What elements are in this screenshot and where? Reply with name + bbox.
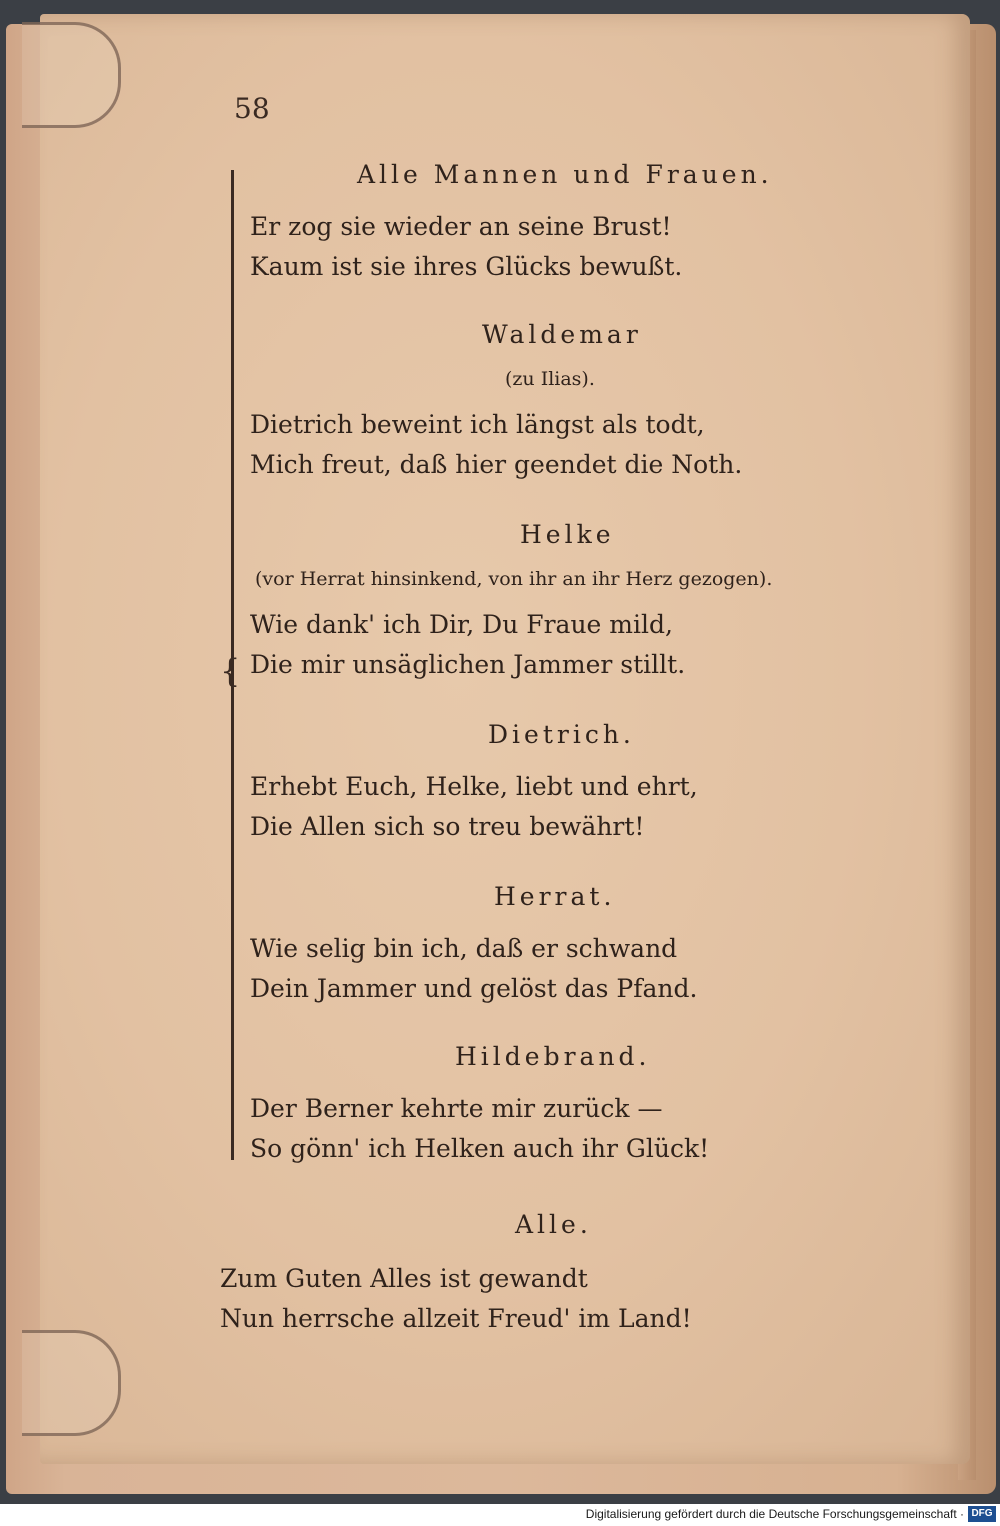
verse-line: Zum Guten Alles ist gewandt (220, 1264, 588, 1293)
verse-line: Die Allen sich so treu bewährt! (250, 812, 645, 841)
verse-line: Er zog sie wieder an seine Brust! (250, 212, 672, 241)
speaker-heading: Herrat. (494, 882, 616, 911)
page-clip-bottom (22, 1330, 121, 1436)
footer-bar (0, 1504, 1000, 1526)
verse-line: Kaum ist sie ihres Glücks bewußt. (250, 252, 683, 281)
stage-direction: (zu Ilias). (505, 368, 595, 390)
speaker-heading: Alle. (515, 1210, 592, 1239)
speaker-heading: Waldemar (482, 320, 642, 349)
verse-line: Wie dank' ich Dir, Du Fraue mild, (250, 610, 673, 639)
speaker-heading: Hildebrand. (455, 1042, 651, 1071)
page-clip-top (22, 22, 121, 128)
page-number: 58 (234, 92, 270, 125)
verse-line: Erhebt Euch, Helke, liebt und ehrt, (250, 772, 698, 801)
speaker-heading: Alle Mannen und Frauen. (357, 160, 773, 189)
verse-line: So gönn' ich Helken auch ihr Glück! (250, 1134, 710, 1163)
dfg-logo-icon: DFG (968, 1506, 996, 1522)
footer-credit: Digitalisierung gefördert durch die Deutsche Forschungsgemeinschaft · (585, 1507, 964, 1521)
verse-line: Dietrich beweint ich längst als todt, (250, 410, 705, 439)
verse-line: Mich freut, daß hier geendet die Noth. (250, 450, 743, 479)
stage-direction: (vor Herrat hinsinkend, von ihr an ihr Herz gezogen). (255, 568, 773, 590)
verse-line: Nun herrsche allzeit Freud' im Land! (220, 1304, 692, 1333)
bracket-tip: { (220, 652, 241, 690)
verse-line: Dein Jammer und gelöst das Pfand. (250, 974, 698, 1003)
verse-line: Wie selig bin ich, daß er schwand (250, 934, 678, 963)
speaker-heading: Dietrich. (488, 720, 635, 749)
speaker-heading: Helke (520, 520, 615, 549)
verse-line: Der Berner kehrte mir zurück — (250, 1094, 663, 1123)
verse-line: Die mir unsäglichen Jammer stillt. (250, 650, 686, 679)
